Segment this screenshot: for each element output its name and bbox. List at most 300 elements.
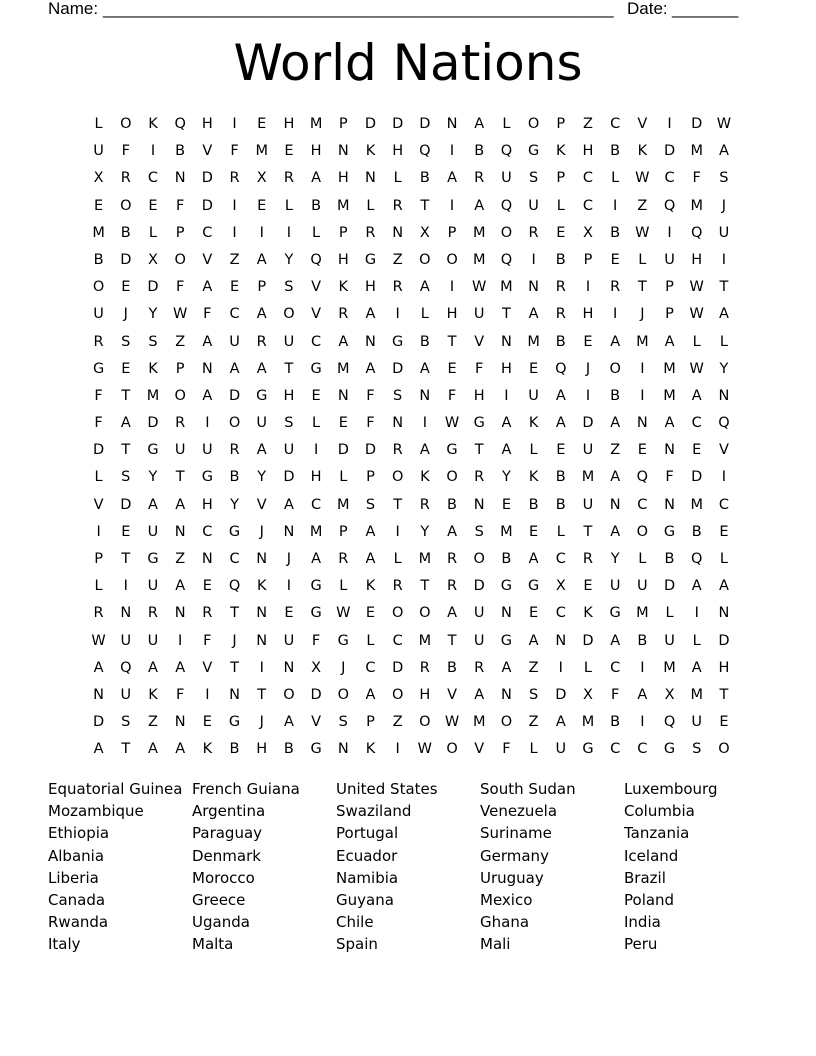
grid-letter: D: [364, 442, 377, 459]
grid-letter: O: [419, 251, 431, 268]
grid-letter: A: [610, 469, 621, 486]
grid-letter: G: [582, 741, 594, 758]
grid-letter: Z: [175, 333, 186, 350]
grid-letter: E: [202, 714, 212, 731]
grid-letter: Q: [500, 197, 513, 214]
grid-letter: A: [256, 442, 267, 459]
grid-letter: A: [175, 659, 186, 676]
grid-letter: D: [691, 116, 703, 132]
grid-letter: D: [93, 442, 105, 459]
grid-letter: U: [283, 632, 295, 649]
grid-letter: L: [692, 333, 701, 350]
grid-letter: V: [256, 496, 267, 513]
grid-letter: O: [446, 469, 458, 486]
grid-letter: U: [473, 605, 485, 622]
grid-letter: I: [205, 686, 210, 703]
grid-letter: P: [338, 523, 348, 540]
grid-letter: A: [474, 116, 485, 132]
grid-letter: N: [229, 686, 240, 703]
grid-letter: I: [150, 143, 156, 160]
grid-letter: Q: [691, 224, 703, 241]
grid-letter: Y: [148, 469, 158, 486]
grid-letter: E: [365, 605, 376, 622]
word-list-item: Canada: [48, 890, 106, 909]
grid-letter: L: [556, 197, 565, 214]
grid-letter: E: [529, 605, 539, 622]
grid-letter: S: [121, 714, 131, 731]
word-list-item: Mozambique: [48, 802, 144, 821]
grid-letter: J: [640, 306, 645, 323]
grid-letter: L: [339, 469, 348, 486]
grid-letter: N: [337, 741, 349, 758]
name-field[interactable]: ______________________________________________________: [103, 0, 614, 18]
grid-letter: W: [689, 360, 704, 377]
grid-letter: H: [691, 251, 703, 268]
grid-letter: O: [500, 224, 513, 241]
grid-letter: O: [120, 116, 132, 132]
grid-letter: O: [419, 714, 431, 731]
grid-letter: R: [93, 333, 104, 350]
grid-letter: A: [175, 741, 186, 758]
grid-letter: F: [311, 632, 321, 649]
word-list-item: Swaziland: [336, 802, 412, 821]
grid-letter: E: [311, 387, 321, 404]
grid-letter: F: [175, 197, 185, 214]
grid-letter: D: [392, 659, 404, 676]
grid-letter: C: [718, 496, 729, 513]
grid-letter: K: [148, 116, 158, 132]
grid-letter: I: [123, 578, 128, 595]
grid-letter: M: [663, 360, 676, 377]
grid-letter: C: [610, 741, 621, 758]
grid-letter: A: [637, 686, 648, 703]
grid-letter: U: [609, 578, 621, 595]
grid-letter: Z: [175, 551, 186, 567]
grid-letter: M: [337, 360, 350, 377]
grid-letter: C: [555, 551, 566, 567]
grid-letter: A: [419, 360, 430, 377]
grid-letter: D: [201, 170, 213, 187]
word-list-item: Portugal: [336, 824, 399, 843]
grid-letter: B: [93, 251, 104, 268]
grid-letter: D: [310, 686, 322, 703]
grid-letter: U: [174, 442, 186, 459]
grid-letter: O: [391, 469, 404, 486]
grid-letter: M: [581, 714, 595, 731]
grid-letter: V: [474, 741, 485, 758]
grid-letter: D: [392, 116, 404, 132]
grid-letter: F: [121, 143, 130, 160]
grid-letter: O: [446, 741, 458, 758]
word-bank: [48, 778, 768, 956]
grid-letter: I: [640, 659, 645, 676]
grid-letter: A: [202, 279, 213, 296]
grid-letter: U: [93, 306, 104, 323]
grid-letter: G: [256, 387, 268, 404]
grid-letter: X: [583, 224, 593, 241]
grid-letter: O: [636, 523, 649, 540]
grid-letter: A: [691, 659, 702, 676]
grid-letter: B: [120, 224, 131, 241]
grid-letter: R: [446, 578, 458, 595]
grid-letter: B: [528, 496, 539, 513]
grid-letter: H: [473, 387, 485, 404]
grid-letter: G: [609, 605, 621, 622]
name-label: Name:: [48, 0, 99, 18]
grid-letter: S: [528, 170, 539, 187]
grid-letter: Q: [419, 143, 431, 160]
grid-letter: L: [692, 632, 701, 649]
grid-letter: L: [665, 605, 674, 622]
grid-letter: M: [337, 197, 350, 214]
grid-letter: A: [419, 442, 430, 459]
grid-letter: G: [201, 469, 213, 486]
grid-letter: U: [256, 415, 268, 432]
grid-letter: N: [256, 632, 268, 649]
grid-letter: Z: [637, 197, 648, 214]
grid-letter: R: [474, 170, 485, 187]
grid-letter: I: [531, 251, 536, 268]
grid-letter: T: [175, 469, 185, 486]
grid-letter: I: [313, 442, 319, 459]
grid-letter: F: [665, 469, 674, 486]
grid-letter: I: [585, 387, 591, 404]
grid-letter: V: [202, 251, 213, 268]
grid-letter: V: [202, 143, 213, 160]
grid-letter: D: [419, 116, 431, 132]
word-list-item: Namibia: [336, 868, 399, 887]
grid-letter: A: [148, 659, 158, 676]
grid-letter: L: [611, 170, 620, 187]
grid-letter: X: [555, 578, 566, 595]
grid-letter: I: [721, 251, 727, 268]
grid-letter: A: [256, 360, 267, 377]
grid-letter: G: [228, 523, 241, 540]
grid-letter: N: [337, 143, 349, 160]
grid-letter: O: [337, 686, 349, 703]
page-title: World Nations: [233, 34, 583, 92]
grid-letter: G: [92, 360, 105, 377]
grid-letter: T: [230, 659, 239, 676]
grid-letter: N: [174, 605, 186, 622]
grid-letter: R: [446, 551, 458, 567]
grid-letter: F: [175, 686, 185, 703]
grid-letter: V: [447, 686, 457, 703]
grid-letter: M: [337, 496, 350, 513]
word-list-item: South Sudan: [480, 780, 576, 798]
grid-letter: T: [393, 496, 403, 513]
grid-letter: L: [312, 415, 321, 432]
grid-letter: L: [393, 551, 402, 567]
grid-letter: M: [690, 686, 703, 703]
grid-letter: A: [664, 333, 675, 350]
grid-letter: F: [447, 387, 457, 404]
grid-letter: L: [94, 578, 103, 595]
grid-letter: R: [474, 659, 485, 676]
word-list-item: Columbia: [624, 802, 695, 821]
grid-letter: E: [94, 197, 104, 214]
grid-letter: K: [148, 360, 158, 377]
grid-letter: A: [175, 578, 186, 595]
grid-letter: F: [502, 741, 511, 758]
grid-letter: C: [637, 741, 648, 758]
grid-letter: U: [528, 197, 539, 214]
grid-letter: M: [418, 632, 432, 649]
date-field[interactable]: _______: [672, 0, 739, 18]
grid-letter: A: [691, 387, 702, 404]
grid-letter: A: [474, 197, 485, 214]
grid-letter: T: [420, 197, 430, 214]
grid-letter: D: [663, 578, 676, 595]
grid-letter: S: [474, 523, 484, 540]
grid-letter: Q: [636, 469, 649, 486]
grid-letter: H: [392, 143, 404, 160]
grid-letter: D: [283, 469, 295, 486]
grid-letter: G: [500, 578, 513, 595]
grid-letter: Z: [583, 116, 593, 132]
grid-letter: U: [501, 170, 512, 187]
grid-letter: N: [174, 714, 186, 731]
grid-letter: S: [284, 279, 294, 296]
grid-letter: A: [474, 686, 485, 703]
word-list-item: Spain: [336, 935, 378, 954]
grid-letter: B: [474, 143, 485, 160]
grid-letter: O: [391, 686, 404, 703]
grid-letter: I: [286, 224, 292, 241]
grid-letter: W: [635, 170, 650, 187]
grid-letter: B: [419, 333, 430, 350]
grid-letter: A: [283, 714, 294, 731]
grid-letter: U: [120, 686, 132, 703]
grid-letter: I: [504, 387, 509, 404]
grid-letter: P: [665, 279, 674, 296]
grid-letter: G: [527, 578, 540, 595]
grid-letter: Z: [392, 714, 403, 731]
grid-letter: R: [582, 551, 593, 567]
grid-letter: I: [449, 143, 455, 160]
grid-letter: G: [392, 333, 404, 350]
grid-letter: I: [585, 279, 591, 296]
grid-letter: D: [120, 496, 132, 513]
word-list-item: Liberia: [48, 868, 99, 887]
grid-letter: A: [610, 523, 621, 540]
grid-letter: M: [500, 279, 513, 296]
grid-letter: C: [555, 605, 566, 622]
grid-letter: X: [419, 224, 430, 241]
grid-letter: P: [556, 116, 566, 132]
grid-letter: J: [232, 632, 237, 649]
grid-letter: L: [719, 551, 728, 567]
grid-letter: C: [610, 116, 621, 132]
grid-letter: K: [338, 279, 349, 296]
grid-letter: P: [556, 170, 566, 187]
grid-letter: R: [147, 605, 158, 622]
grid-letter: S: [121, 469, 131, 486]
grid-letter: O: [446, 251, 458, 268]
grid-letter: U: [664, 632, 675, 649]
grid-letter: W: [336, 605, 351, 622]
grid-letter: C: [229, 306, 240, 323]
grid-letter: E: [637, 442, 647, 459]
grid-letter: B: [501, 551, 512, 567]
grid-letter: M: [146, 387, 160, 404]
grid-letter: J: [259, 714, 264, 731]
grid-letter: S: [719, 170, 729, 187]
grid-letter: C: [311, 333, 322, 350]
date-label: Date:: [627, 0, 668, 18]
grid-letter: T: [284, 360, 294, 377]
grid-letter: N: [473, 496, 485, 513]
grid-letter: S: [365, 496, 376, 513]
grid-letter: U: [147, 523, 159, 540]
word-list-item: Ghana: [480, 913, 530, 932]
grid-letter: L: [366, 197, 375, 214]
grid-letter: A: [447, 523, 457, 540]
grid-letter: C: [582, 197, 594, 214]
grid-letter: M: [472, 714, 486, 731]
grid-letter: U: [147, 578, 159, 595]
grid-letter: R: [392, 442, 403, 459]
grid-letter: M: [309, 523, 323, 540]
grid-letter: L: [420, 306, 429, 323]
grid-letter: L: [366, 632, 375, 649]
grid-letter: A: [555, 714, 566, 731]
grid-letter: I: [395, 306, 400, 323]
grid-letter: F: [203, 632, 212, 649]
grid-letter: T: [230, 605, 239, 622]
word-list-item: Peru: [624, 935, 658, 954]
grid-letter: Q: [120, 659, 132, 676]
grid-letter: W: [716, 116, 732, 132]
grid-letter: C: [311, 496, 322, 513]
grid-letter: E: [583, 333, 593, 350]
grid-letter: W: [417, 741, 433, 758]
grid-letter: Y: [230, 496, 239, 513]
grid-letter: N: [500, 686, 512, 703]
grid-letter: N: [283, 659, 295, 676]
grid-letter: K: [365, 143, 376, 160]
grid-letter: Z: [528, 659, 539, 676]
grid-letter: Y: [257, 469, 267, 486]
grid-letter: H: [500, 360, 512, 377]
grid-letter: A: [691, 578, 702, 595]
grid-letter: O: [174, 251, 186, 268]
grid-letter: U: [202, 442, 213, 459]
grid-letter: P: [257, 279, 267, 296]
grid-letter: N: [419, 387, 431, 404]
grid-letter: A: [311, 551, 322, 567]
word-list-item: Guyana: [336, 890, 394, 909]
grid-letter: A: [718, 578, 729, 595]
grid-letter: A: [148, 741, 158, 758]
grid-letter: A: [718, 306, 729, 323]
grid-letter: E: [583, 578, 593, 595]
grid-letter: I: [721, 469, 727, 486]
grid-letter: V: [93, 496, 104, 513]
grid-letter: N: [636, 415, 648, 432]
grid-letter: M: [690, 496, 703, 513]
grid-letter: A: [528, 306, 539, 323]
grid-letter: T: [583, 523, 593, 540]
grid-letter: I: [422, 415, 427, 432]
letter-grid: [85, 111, 734, 764]
grid-letter: N: [120, 605, 132, 622]
grid-letter: O: [500, 714, 513, 731]
grid-letter: T: [474, 442, 484, 459]
grid-letter: G: [663, 741, 676, 758]
grid-letter: G: [310, 605, 322, 622]
grid-letter: E: [121, 523, 131, 540]
grid-letter: P: [94, 551, 103, 567]
grid-letter: M: [581, 469, 595, 486]
grid-letter: N: [718, 605, 730, 622]
grid-letter: Q: [663, 197, 676, 214]
grid-letter: D: [147, 415, 159, 432]
grid-letter: R: [419, 496, 430, 513]
grid-letter: O: [283, 686, 295, 703]
grid-letter: P: [447, 224, 457, 241]
grid-letter: K: [637, 143, 648, 160]
grid-letter: X: [583, 686, 593, 703]
grid-letter: W: [91, 632, 106, 649]
grid-letter: B: [419, 170, 430, 187]
grid-letter: C: [582, 170, 594, 187]
grid-letter: Y: [610, 551, 620, 567]
grid-letter: E: [121, 279, 131, 296]
grid-letter: A: [93, 659, 104, 676]
grid-letter: U: [691, 714, 703, 731]
grid-letter: L: [638, 551, 647, 567]
word-list-item: United States: [336, 780, 438, 798]
grid-letter: N: [256, 605, 268, 622]
word-list-item: Iceland: [624, 846, 679, 865]
grid-letter: E: [284, 605, 294, 622]
word-column: [480, 778, 624, 956]
grid-letter: W: [472, 279, 487, 296]
grid-letter: L: [529, 442, 538, 459]
grid-letter: E: [202, 578, 212, 595]
word-list-item: Uganda: [192, 913, 250, 932]
grid-letter: L: [583, 659, 593, 676]
grid-letter: B: [555, 469, 566, 486]
word-list-item: Rwanda: [48, 913, 109, 932]
grid-letter: A: [718, 143, 729, 160]
grid-letter: E: [447, 360, 457, 377]
grid-letter: I: [395, 523, 400, 540]
grid-letter: D: [228, 387, 241, 404]
grid-letter: D: [473, 578, 485, 595]
grid-letter: P: [366, 714, 375, 731]
grid-letter: I: [286, 578, 292, 595]
grid-letter: O: [120, 197, 132, 214]
grid-letter: U: [93, 143, 104, 160]
grid-letter: K: [365, 578, 376, 595]
grid-letter: S: [121, 333, 131, 350]
grid-letter: Q: [174, 116, 186, 132]
grid-letter: Z: [392, 251, 403, 268]
grid-letter: N: [365, 170, 376, 187]
grid-letter: K: [420, 469, 430, 486]
grid-letter: K: [528, 415, 539, 432]
grid-letter: I: [558, 659, 563, 676]
grid-letter: O: [609, 360, 621, 377]
grid-letter: E: [610, 251, 620, 268]
grid-letter: H: [310, 143, 322, 160]
grid-letter: E: [121, 360, 131, 377]
grid-letter: U: [473, 632, 485, 649]
grid-letter: N: [500, 333, 512, 350]
grid-letter: J: [286, 551, 292, 567]
